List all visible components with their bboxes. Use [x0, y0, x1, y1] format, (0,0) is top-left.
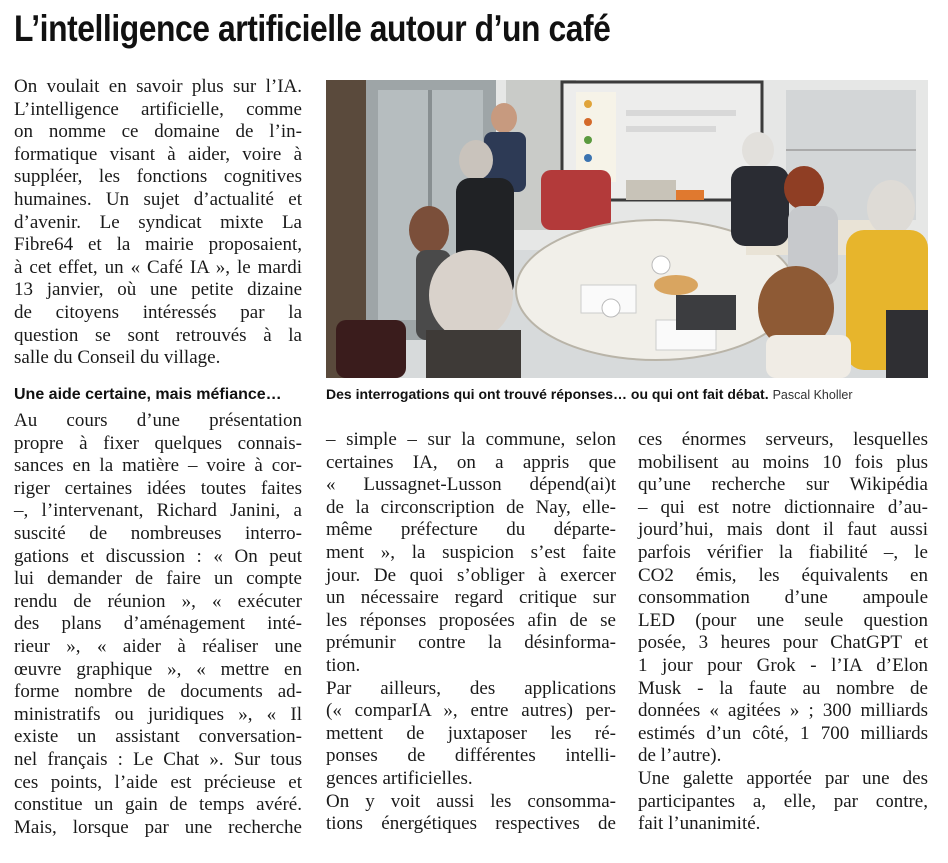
meeting-photo-illustration	[326, 80, 928, 378]
article-column-2	[326, 429, 616, 836]
text-line: CO2 émis, les équivalents en	[638, 564, 928, 586]
text-line: riger certaines idées toutes faites	[14, 477, 302, 499]
text-line: 1 jour pour Grok - l’IA d’Elon	[638, 654, 928, 676]
text-line: ces points, l’aide est précieuse et	[14, 771, 302, 793]
text-line: ces énormes serveurs, lesquelles	[638, 429, 928, 450]
text-line: Fibre64 et la mairie proposaient,	[14, 234, 302, 256]
text-line: On y voit aussi les consomma-	[326, 790, 616, 812]
text-line: LED (pour une seule question	[638, 609, 928, 631]
article-photo	[326, 80, 928, 378]
text-line: formatique visant à aider, voire à	[14, 143, 302, 165]
text-line: suppléer, les fonctions cognitives	[14, 166, 302, 188]
text-line: salle du Conseil du village.	[14, 347, 221, 369]
text-line: (« comparIA », entre autres) per-	[326, 700, 616, 722]
text-line: L’intelligence artificielle, comme	[14, 98, 302, 120]
text-line: tions énergétiques respectives de	[326, 813, 616, 835]
text-line: 13 janvier, où une petite dizaine	[14, 279, 302, 301]
text-line: « Lussagnet-Lusson dépend(ai)t	[326, 474, 616, 496]
text-line: mobilisent au moins 10 fois plus	[638, 451, 928, 473]
text-line: données « agitées » ; 300 milliards	[638, 700, 928, 722]
text-line: Une galette apportée par une des	[638, 767, 928, 789]
text-line: – simple – sur la commune, selon	[326, 429, 616, 450]
caption-text: Des interrogations qui ont trouvé réponses… ou qui ont fait débat.	[326, 386, 769, 402]
text-line: jour. De quoi s’obliger à exercer	[326, 564, 616, 586]
text-line: sances en la matière – voire à cor-	[14, 455, 302, 477]
text-line: mettent de juxtaposer les ré-	[326, 722, 616, 744]
text-line: qu’une recherche sur Wikipédia	[638, 474, 928, 496]
article-column-3	[638, 429, 928, 836]
text-line: propre à fixer quelques connais-	[14, 432, 302, 454]
text-line: d’avenir. Le syndicat mixte La	[14, 211, 302, 233]
text-line: de citoyens intéressés par la	[14, 301, 302, 323]
text-line: même préfecture du départe-	[326, 519, 616, 541]
text-line: gences artificielles.	[326, 767, 473, 789]
article-column-1	[14, 410, 302, 839]
text-line: participantes a, elle, par contre,	[638, 790, 928, 812]
text-line: de la circonscription de Nay, elle-	[326, 496, 616, 518]
text-line: humaines. Un sujet d’actualité et	[14, 188, 302, 210]
text-line: ministratifs ou juridiques », « Il	[14, 703, 302, 725]
headline: L’intelligence artificielle autour d’un café	[14, 8, 611, 49]
text-line: On voulait en savoir plus sur l’IA.	[14, 76, 302, 97]
text-line: parfois vérifier la fiabilité –, le	[638, 541, 928, 563]
text-line: – qui est notre dictionnaire d’au-	[638, 496, 928, 518]
text-line: on nomme ce domaine de l’in-	[14, 121, 302, 143]
text-line: jourd’hui, mais dont il faut aussi	[638, 519, 928, 541]
text-line: prémunir contre la désinforma-	[326, 632, 616, 654]
text-line: certaines IA, on a appris que	[326, 451, 616, 473]
text-line: ment », la suspicion s’est faite	[326, 541, 616, 563]
text-line: ponses de différentes intelli-	[326, 745, 616, 767]
text-line: œuvre graphique », « mettre en	[14, 658, 302, 680]
text-line: tion.	[326, 654, 361, 676]
text-line: estimés d’un côté, 1 700 milliards	[638, 722, 928, 744]
text-line: de l’autre).	[638, 745, 722, 767]
photo-caption	[326, 386, 928, 402]
text-line: fait l’unanimité.	[638, 813, 761, 835]
section-subheading: Une aide certaine, mais méfiance…	[14, 386, 282, 403]
text-line: Mais, lorsque par une recherche	[14, 816, 302, 838]
text-line: –, l’intervenant, Richard Janini, a	[14, 500, 302, 522]
text-line: constitue un gain de temps avéré.	[14, 794, 302, 816]
text-line: suscité de nombreuses interro-	[14, 522, 302, 544]
text-line: gations et discussion : « On peut	[14, 545, 302, 567]
lead-paragraph	[14, 76, 302, 370]
text-line: posée, 3 heures pour ChatGPT et	[638, 632, 928, 654]
text-line: existe un assistant conversation-	[14, 726, 302, 748]
text-line: Par ailleurs, des applications	[326, 677, 616, 699]
text-line: les réponses proposées afin de se	[326, 609, 616, 631]
text-line: forme nombre de documents ad-	[14, 681, 302, 703]
text-line: un nécessaire regard critique sur	[326, 587, 616, 609]
text-line: question se sont retrouvés à la	[14, 324, 302, 346]
text-line: des plans d’aménagement inté-	[14, 613, 302, 635]
photo-credit: Pascal Kholler	[772, 388, 853, 402]
text-line: à cet effet, un « Café IA », le mardi	[14, 256, 302, 278]
text-line: rieur », « aider à réaliser une	[14, 635, 302, 657]
text-line: lui demander de faire un compte	[14, 568, 302, 590]
text-line: consommation d’une ampoule	[638, 587, 928, 609]
text-line: rendu de réunion », « exécuter	[14, 590, 302, 612]
text-line: nel français : Le Chat ». Sur tous	[14, 748, 302, 770]
text-line: Musk - la faute au nombre de	[638, 677, 928, 699]
text-line: Au cours d’une présentation	[14, 410, 302, 431]
